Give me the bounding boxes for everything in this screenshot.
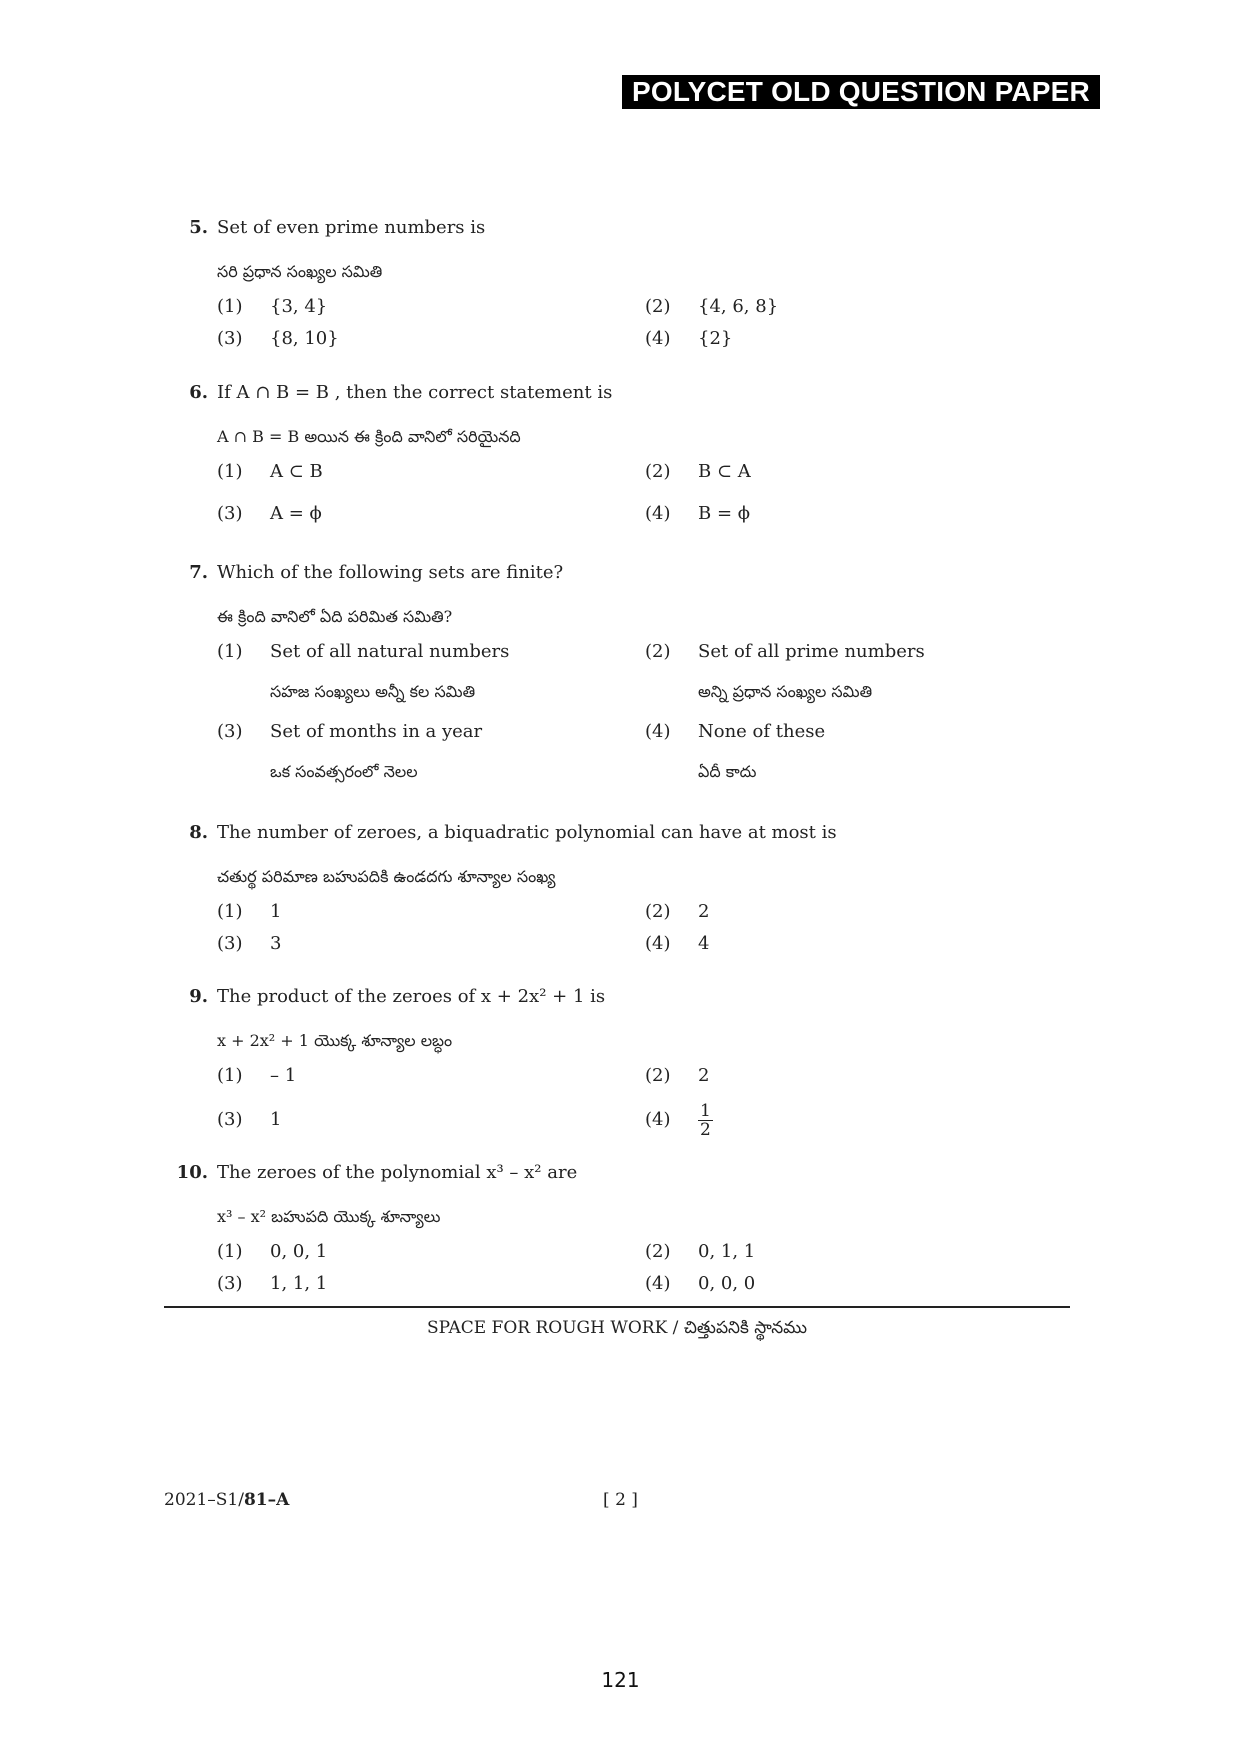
- question-number: 6.: [189, 382, 208, 403]
- option-1: [217, 636, 637, 716]
- option-index: (1): [217, 901, 243, 922]
- option-index: (2): [645, 1065, 671, 1086]
- question-number: 10.: [176, 1162, 208, 1183]
- question-text-telugu: చతుర్థ పరిమాణ బహుపదికి ఉండదగు శూన్యాల సంఖ్య: [217, 867, 556, 886]
- option-value: 3: [270, 933, 282, 954]
- option-index: (3): [217, 933, 243, 954]
- option-value: None of these: [698, 721, 826, 742]
- question-number: 8.: [189, 822, 208, 843]
- option-index: (4): [645, 503, 671, 524]
- header-banner: POLYCET OLD QUESTION PAPER: [622, 75, 1100, 109]
- option-4: [645, 1268, 1065, 1300]
- option-index: (1): [217, 296, 243, 317]
- option-index: (4): [645, 328, 671, 349]
- option-1: [217, 1060, 637, 1092]
- option-value: 1: [270, 901, 282, 922]
- option-2: [645, 456, 1065, 488]
- option-value: Set of all prime numbers: [698, 641, 925, 662]
- option-value: Set of months in a year: [270, 721, 483, 742]
- question-text-english: The zeroes of the polynomial x³ – x² are: [217, 1162, 578, 1183]
- question-text-english: The product of the zeroes of x + 2x² + 1 is: [217, 986, 606, 1007]
- page-marker: [ 2 ]: [603, 1490, 638, 1510]
- option-2: [645, 291, 1065, 323]
- option-value: 2: [698, 901, 710, 922]
- footer-page-number: 121: [601, 1668, 640, 1692]
- option-index: (4): [645, 1109, 671, 1130]
- option-index: (4): [645, 933, 671, 954]
- option-value: {2}: [698, 328, 733, 349]
- option-value: {8, 10}: [270, 328, 339, 349]
- option-index: (3): [217, 721, 243, 742]
- option-3: [217, 1268, 637, 1300]
- option-value: B ⊂ A: [698, 461, 751, 482]
- option-telugu: అన్ని ప్రధాన సంఖ్యల సమితి: [698, 682, 873, 701]
- option-telugu: సహజ సంఖ్యలు అన్నీ కల సమితి: [270, 682, 476, 701]
- option-4: [645, 928, 1065, 960]
- option-4: [645, 498, 1065, 530]
- option-3: [217, 1100, 637, 1140]
- question-number: 5.: [189, 217, 208, 238]
- option-value: Set of all natural numbers: [270, 641, 510, 662]
- question-9: [170, 984, 1090, 1140]
- option-index: (2): [645, 1241, 671, 1262]
- question-text-english: Which of the following sets are finite?: [217, 562, 564, 583]
- option-1: [217, 1236, 637, 1268]
- option-index: (3): [217, 328, 243, 349]
- option-3: [217, 498, 637, 530]
- question-6: [170, 380, 1090, 530]
- option-index: (3): [217, 1273, 243, 1294]
- option-value: 4: [698, 933, 710, 954]
- option-index: (2): [645, 461, 671, 482]
- question-7: [170, 560, 1090, 796]
- option-index: (2): [645, 641, 671, 662]
- option-value-fraction: [698, 1100, 713, 1140]
- rough-work-label: SPACE FOR ROUGH WORK / చిత్తుపనికి స్థానము: [426, 1318, 808, 1338]
- question-text-telugu: A ∩ B = B అయిన ఈ క్రింది వానిలో సరియైనది: [217, 427, 521, 446]
- option-3: [217, 716, 637, 796]
- option-value: {3, 4}: [270, 296, 328, 317]
- option-index: (1): [217, 641, 243, 662]
- option-2: [645, 1060, 1065, 1092]
- question-text-english: If A ∩ B = B , then the correct statement is: [217, 382, 613, 403]
- question-5: [170, 215, 1090, 355]
- option-value: B = ϕ: [698, 503, 751, 524]
- question-text-telugu: సరి ప్రధాన సంఖ్యల సమితి: [217, 262, 383, 281]
- option-1: [217, 896, 637, 928]
- paper-code-prefix: 2021–S1/: [164, 1490, 244, 1510]
- question-text-telugu: ఈ క్రింది వానిలో ఏది పరిమిత సమితి?: [217, 607, 453, 626]
- option-index: (1): [217, 461, 243, 482]
- option-index: (4): [645, 1273, 671, 1294]
- option-value: 0, 1, 1: [698, 1241, 756, 1262]
- option-4: [645, 323, 1065, 355]
- option-1: [217, 291, 637, 323]
- question-10: [170, 1160, 1090, 1300]
- fraction-numerator: 1: [700, 1100, 711, 1121]
- option-index: (3): [217, 1109, 243, 1130]
- option-telugu: ఏదీ కాదు: [698, 762, 757, 781]
- option-value: 0, 0, 1: [270, 1241, 328, 1262]
- option-index: (2): [645, 296, 671, 317]
- option-value: 0, 0, 0: [698, 1273, 756, 1294]
- option-1: [217, 456, 637, 488]
- paper-code-set: 81–A: [243, 1490, 290, 1510]
- option-2: [645, 1236, 1065, 1268]
- question-number: 9.: [189, 986, 208, 1007]
- option-value: A = ϕ: [270, 503, 322, 524]
- divider-line: [164, 1306, 1070, 1308]
- option-4: [645, 1100, 1065, 1140]
- option-2: [645, 636, 1065, 716]
- option-value: – 1: [270, 1065, 297, 1086]
- option-value: 1, 1, 1: [270, 1273, 328, 1294]
- option-index: (3): [217, 503, 243, 524]
- option-3: [217, 928, 637, 960]
- option-index: (2): [645, 901, 671, 922]
- option-value: 2: [698, 1065, 710, 1086]
- option-index: (1): [217, 1241, 243, 1262]
- question-text-english: The number of zeroes, a biquadratic polynomial can have at most is: [217, 822, 837, 843]
- option-value: 1: [270, 1109, 282, 1130]
- option-3: [217, 323, 637, 355]
- option-value: A ⊂ B: [270, 461, 323, 482]
- fraction: [698, 1102, 713, 1139]
- question-text-english: Set of even prime numbers is: [217, 217, 486, 238]
- fraction-denominator: 2: [700, 1119, 711, 1140]
- option-2: [645, 896, 1065, 928]
- question-text-telugu: x³ – x² బహుపది యొక్క శూన్యాలు: [217, 1207, 441, 1226]
- question-text-telugu: x + 2x² + 1 యొక్క శూన్యాల లబ్ధం: [217, 1031, 453, 1050]
- option-value: {4, 6, 8}: [698, 296, 779, 317]
- option-index: (1): [217, 1065, 243, 1086]
- option-telugu: ఒక సంవత్సరంలో నెలల: [270, 762, 418, 781]
- option-4: [645, 716, 1065, 796]
- question-8: [170, 820, 1090, 960]
- question-number: 7.: [189, 562, 208, 583]
- option-index: (4): [645, 721, 671, 742]
